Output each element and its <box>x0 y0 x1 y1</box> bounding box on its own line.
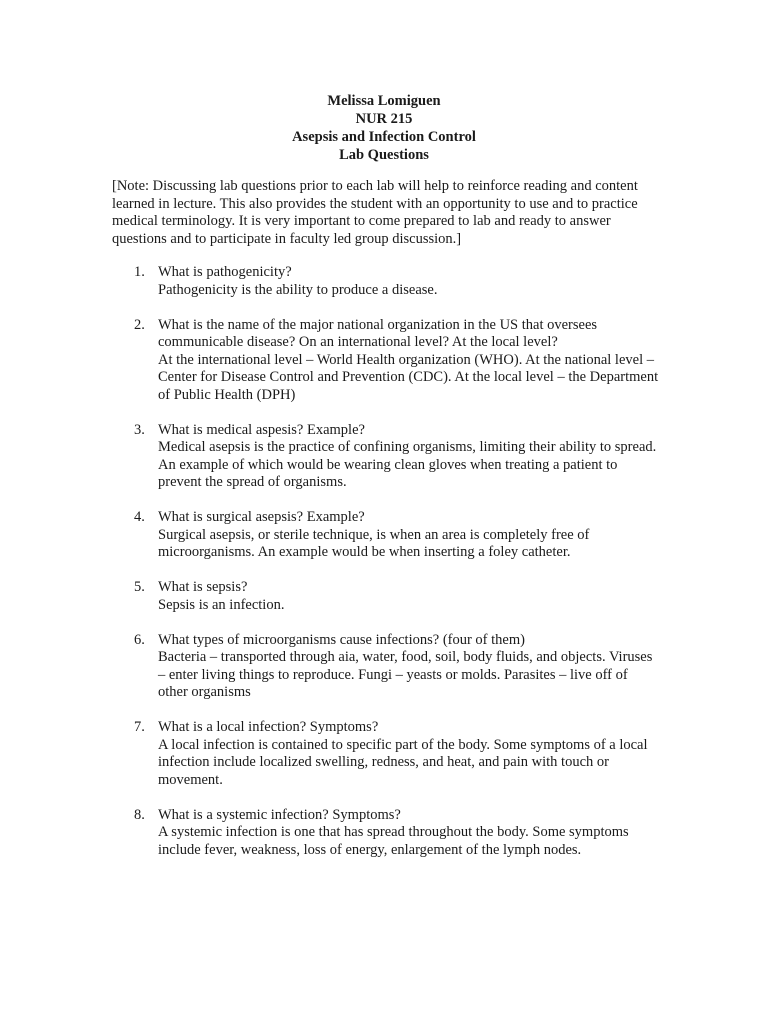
answer-text: A systemic infection is one that has spread throughout the body. Some symptoms include fever, weakness, loss of energy, enlargement of the lymph nodes. <box>158 824 629 858</box>
course-code: NUR 215 <box>355 111 413 127</box>
question-item <box>112 264 660 299</box>
question-text: What is pathogenicity? <box>158 264 292 280</box>
instruction-note: [Note: Discussing lab questions prior to each lab will help to reinforce reading and content learned in lecture. This also provides the student with an opportunity to use and to practice medical terminology. It is very important to come prepared to lab and ready to answer questions and to participate in faculty led group discussion.] <box>112 178 638 247</box>
question-number: 4. <box>134 509 145 525</box>
document-title: Asepsis and Infection Control <box>292 129 476 145</box>
question-text: What types of microorganisms cause infections? (four of them) <box>158 631 525 648</box>
question-number: 5. <box>134 579 145 595</box>
question-text: What is a systemic infection? Symptoms? <box>158 806 401 823</box>
question-text: What is the name of the major national organization in the US that oversees communicable disease? On an international level? At the local level? <box>158 316 598 350</box>
question-item <box>112 579 660 614</box>
answer-text: Medical asepsis is the practice of confining organisms, limiting their ability to spread. An example of which would be wearing clean gloves when treating a patient to prevent the spread of organisms. <box>158 439 657 490</box>
author-name: Melissa Lomiguen <box>327 93 441 109</box>
question-text: What is a local infection? Symptoms? <box>158 719 379 735</box>
answer-text: Surgical asepsis, or sterile technique, is when an area is completely free of microorganisms. An example would be when inserting a foley catheter. <box>158 526 590 560</box>
document-header <box>0 92 768 164</box>
answer-text: At the international level – World Health organization (WHO). At the national level – Center for Disease Control and Prevention (CDC). At the local level – the Department of Public Health (DPH) <box>158 351 659 403</box>
question-item <box>112 509 660 562</box>
question-text: What is surgical asepsis? Example? <box>158 509 365 525</box>
question-item <box>112 719 660 789</box>
question-number: 8. <box>134 806 145 823</box>
question-item <box>112 317 660 405</box>
question-number: 3. <box>134 421 145 438</box>
question-number: 6. <box>134 631 145 648</box>
question-number: 1. <box>134 264 145 280</box>
answer-text: Bacteria – transported through aia, water, food, soil, body fluids, and objects. Viruses – enter living things to reproduce. Fungi – yeasts or molds. Parasites – live off of other organisms <box>158 649 653 700</box>
question-text: What is medical aspesis? Example? <box>158 421 365 438</box>
question-number: 7. <box>134 719 145 735</box>
question-number: 2. <box>134 316 145 333</box>
answer-text: A local infection is contained to specific part of the body. Some symptoms of a local infection include localized swelling, redness, and heat, and pain with touch or movement. <box>158 736 648 788</box>
question-item <box>112 632 660 702</box>
answer-text: Sepsis is an infection. <box>158 596 285 613</box>
answer-text: Pathogenicity is the ability to produce a disease. <box>158 281 438 298</box>
document-subtitle: Lab Questions <box>339 147 429 163</box>
question-item <box>112 807 660 860</box>
question-text: What is sepsis? <box>158 579 248 595</box>
question-list <box>112 264 660 877</box>
question-item <box>112 422 660 492</box>
